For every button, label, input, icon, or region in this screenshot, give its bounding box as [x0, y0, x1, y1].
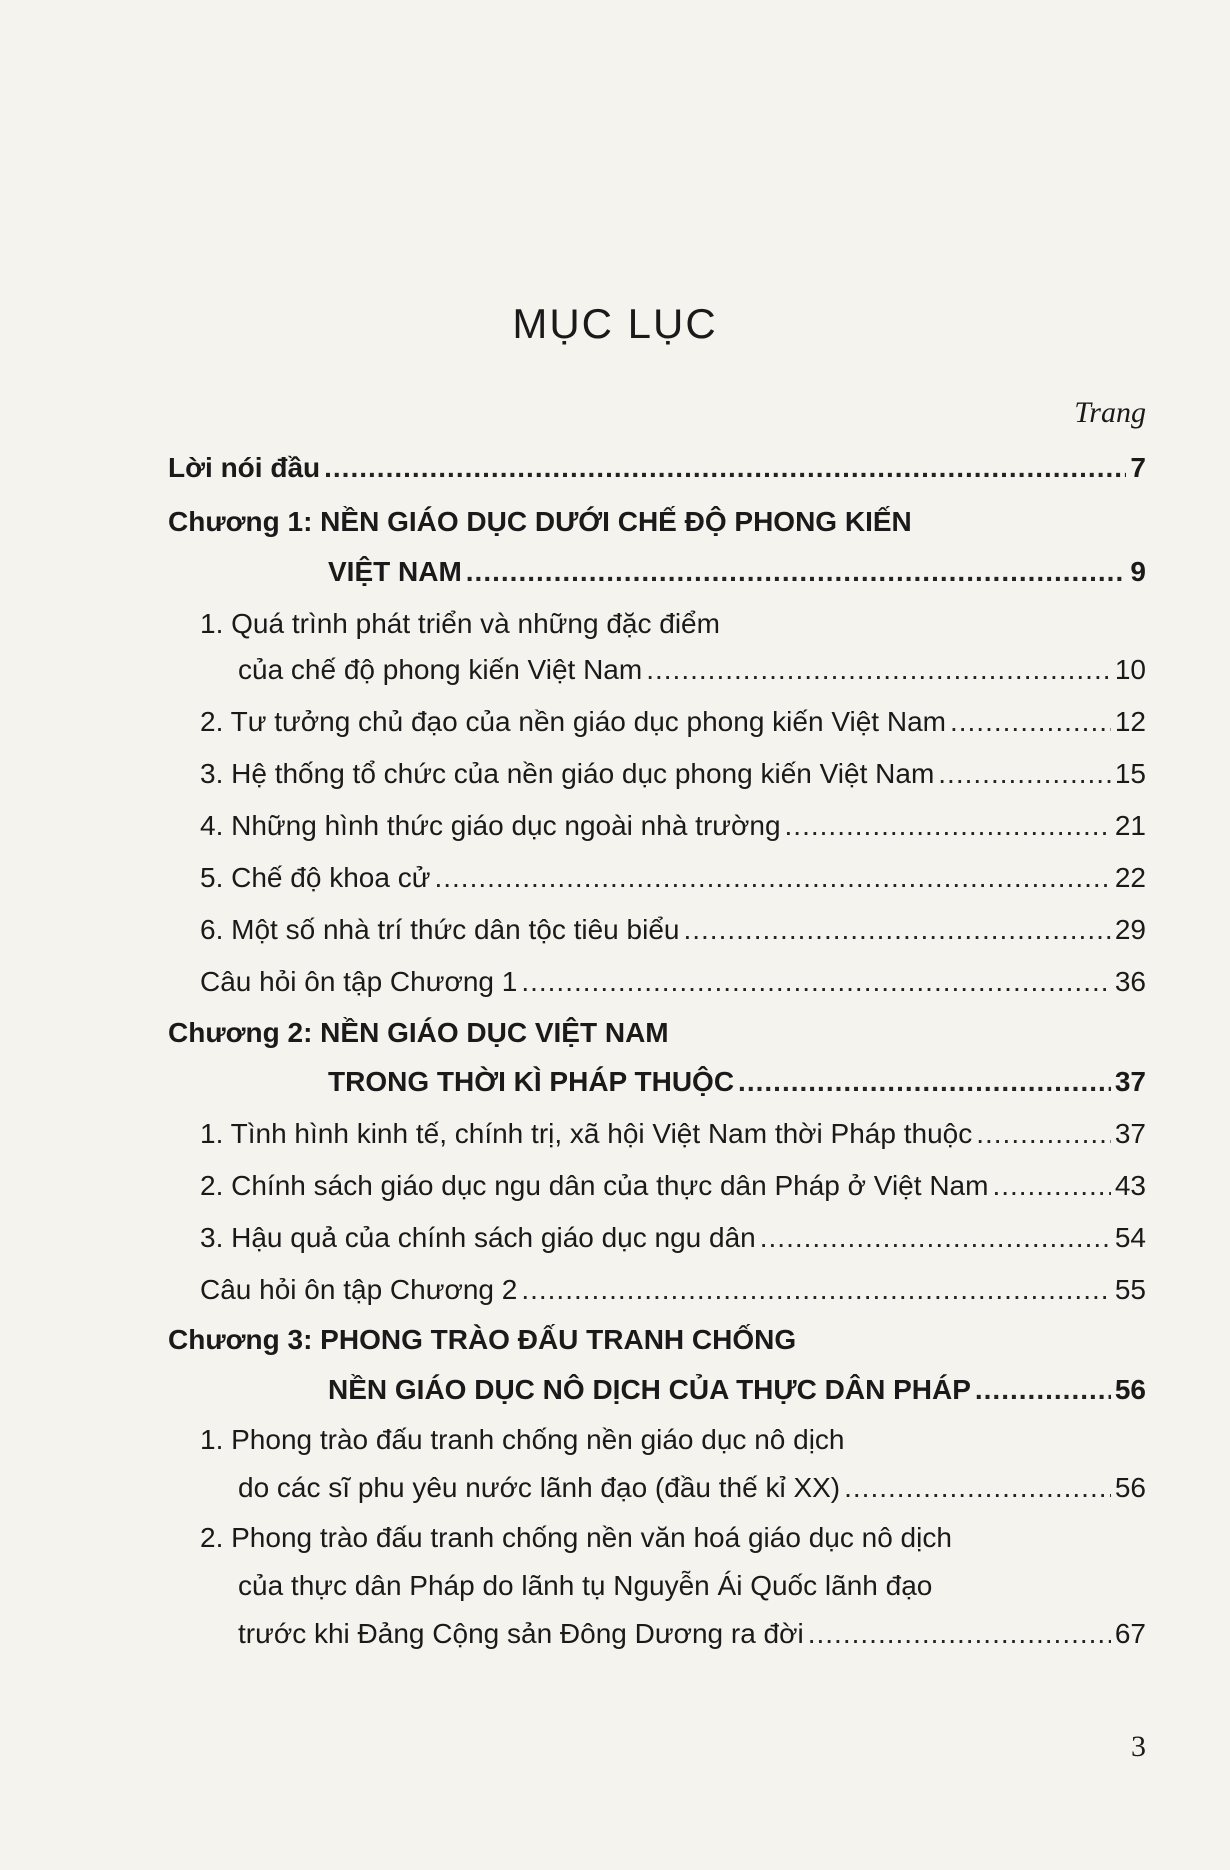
- toc-section-1-1-title[interactable]: 1. Quá trình phát triển và những đặc điểm: [200, 608, 720, 639]
- dot-leader: [760, 1218, 1111, 1258]
- toc-entry-text: 6. Một số nhà trí thức dân tộc tiêu biểu: [200, 914, 680, 945]
- toc-entry-section-1-5[interactable]: [0, 858, 1230, 908]
- toc-entry-section-2-3[interactable]: [0, 1218, 1230, 1268]
- toc-entry-review-1[interactable]: [0, 962, 1230, 1012]
- dot-leader: [950, 702, 1111, 742]
- toc-entry-text: 4. Những hình thức giáo dục ngoài nhà trường: [200, 810, 781, 841]
- toc-entry-text: TRONG THỜI KÌ PHÁP THUỘC: [328, 1066, 735, 1097]
- toc-page-number: 43: [1114, 1170, 1146, 1201]
- toc-page-number: 67: [1114, 1618, 1146, 1649]
- toc-page-number: 15: [1114, 758, 1146, 789]
- toc-entry-text: 3. Hệ thống tổ chức của nền giáo dục phong kiến Việt Nam: [200, 758, 935, 789]
- toc-chapter-1-title[interactable]: Chương 1: NỀN GIÁO DỤC DƯỚI CHẾ ĐỘ PHONG KIẾN: [168, 506, 912, 537]
- toc-entry-section-1-6[interactable]: [0, 910, 1230, 960]
- dot-leader: [738, 1062, 1111, 1102]
- toc-entry-text: 2. Chính sách giáo dục ngu dân của thực dân Pháp ở Việt Nam: [200, 1170, 989, 1201]
- toc-entry-text: NỀN GIÁO DỤC NÔ DỊCH CỦA THỰC DÂN PHÁP: [328, 1374, 971, 1405]
- toc-entry-text: của chế độ phong kiến Việt Nam: [238, 654, 643, 685]
- toc-section-3-2-title[interactable]: 2. Phong trào đấu tranh chống nền văn hoá giáo dục nô dịch: [200, 1522, 952, 1553]
- toc-entry-section-3-2[interactable]: [0, 1614, 1230, 1664]
- dot-leader: [844, 1468, 1111, 1508]
- toc-section-3-1-title[interactable]: 1. Phong trào đấu tranh chống nền giáo dục nô dịch: [200, 1424, 845, 1455]
- toc-page-number: 9: [1130, 556, 1146, 587]
- toc-page-number: 29: [1114, 914, 1146, 945]
- toc-entry-section-1-3[interactable]: [0, 754, 1230, 804]
- dot-leader: [938, 754, 1111, 794]
- toc-page-number: 54: [1114, 1222, 1146, 1253]
- page-column-label: Trang: [1074, 396, 1146, 429]
- dot-leader: [808, 1614, 1111, 1654]
- dot-leader: [521, 962, 1111, 1002]
- dot-leader: [646, 650, 1111, 690]
- page-title: MỤC LỤC: [512, 300, 718, 347]
- toc-entry-review-2[interactable]: [0, 1270, 1230, 1320]
- dot-leader: [521, 1270, 1111, 1310]
- toc-page-number: 56: [1114, 1472, 1146, 1503]
- toc-entry-text: 2. Tư tưởng chủ đạo của nền giáo dục phong kiến Việt Nam: [200, 706, 946, 737]
- toc-entry-section-3-1[interactable]: [0, 1468, 1230, 1518]
- dot-leader: [434, 858, 1110, 898]
- toc-page-number: 22: [1114, 862, 1146, 893]
- toc-page-number: 37: [1114, 1066, 1146, 1097]
- toc-entry-text: Câu hỏi ôn tập Chương 2: [200, 1274, 518, 1305]
- toc-page-number: 10: [1114, 654, 1146, 685]
- toc-entry-text: 5. Chế độ khoa cử: [200, 862, 431, 893]
- toc-page-number: 37: [1114, 1118, 1146, 1149]
- toc-entry-preface[interactable]: [0, 448, 1230, 498]
- toc-page-number: 55: [1114, 1274, 1146, 1305]
- toc-entry-chapter-3[interactable]: [0, 1370, 1230, 1420]
- toc-chapter-2-title[interactable]: Chương 2: NỀN GIÁO DỤC VIỆT NAM: [168, 1017, 669, 1048]
- toc-entry-text: 3. Hậu quả của chính sách giáo dục ngu dân: [200, 1222, 756, 1253]
- toc-section-3-2-title-continued[interactable]: của thực dân Pháp do lãnh tụ Nguyễn Ái Quốc lãnh đạo: [238, 1570, 933, 1601]
- toc-entry-text: Lời nói đầu: [168, 452, 321, 483]
- dot-leader: [785, 806, 1111, 846]
- toc-entry-section-2-1[interactable]: [0, 1114, 1230, 1164]
- toc-entry-text: do các sĩ phu yêu nước lãnh đạo (đầu thế kỉ XX): [238, 1472, 841, 1503]
- dot-leader: [992, 1166, 1110, 1206]
- toc-page-number: 36: [1114, 966, 1146, 997]
- dot-leader: [683, 910, 1110, 950]
- toc-page-number: 12: [1114, 706, 1146, 737]
- dot-leader: [466, 552, 1127, 592]
- toc-chapter-3-title[interactable]: Chương 3: PHONG TRÀO ĐẤU TRANH CHỐNG: [168, 1324, 797, 1355]
- toc-entry-chapter-2[interactable]: [0, 1062, 1230, 1112]
- toc-entry-section-1-2[interactable]: [0, 702, 1230, 752]
- dot-leader: [324, 448, 1126, 488]
- toc-page-number: 56: [1114, 1374, 1146, 1405]
- toc-entry-text: 1. Tình hình kinh tế, chính trị, xã hội Việt Nam thời Pháp thuộc: [200, 1118, 973, 1149]
- page-number: 3: [1131, 1730, 1146, 1763]
- toc-entry-section-1-1[interactable]: [0, 650, 1230, 700]
- toc-entry-text: Câu hỏi ôn tập Chương 1: [200, 966, 518, 997]
- toc-entry-section-2-2[interactable]: [0, 1166, 1230, 1216]
- dot-leader: [975, 1370, 1111, 1410]
- dot-leader: [976, 1114, 1111, 1154]
- toc-entry-chapter-1[interactable]: [0, 552, 1230, 602]
- toc-page-number: 21: [1114, 810, 1146, 841]
- toc-page-number: 7: [1130, 452, 1146, 483]
- toc-entry-text: trước khi Đảng Cộng sản Đông Dương ra đời: [238, 1618, 804, 1649]
- toc-entry-text: VIỆT NAM: [328, 556, 462, 587]
- toc-entry-section-1-4[interactable]: [0, 806, 1230, 856]
